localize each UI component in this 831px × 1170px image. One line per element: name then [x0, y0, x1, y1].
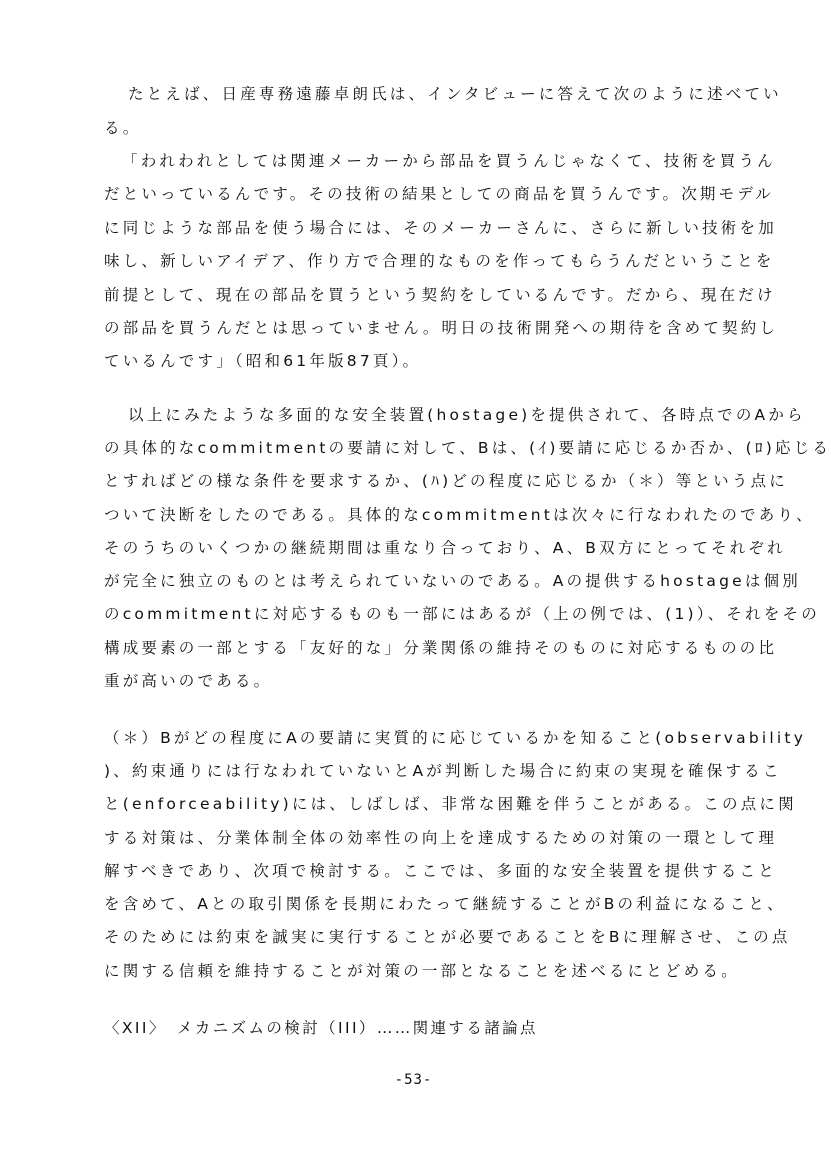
quote-line-5: 前提として、現在の部品を買うという契約をしているんです。だから、現在だけ [104, 286, 776, 304]
footnote-line-5: 解すべきであり、次項で検討する。ここでは、多面的な安全装置を提供すること [104, 862, 777, 880]
page-number: -53- [394, 1072, 433, 1088]
quote-line-2: だといっているんです。その技術の結果としての商品を買うんです。次期モデル [104, 185, 774, 203]
footnote-line-6: を含めて、Aとの取引関係を長期にわたって継続することがBの利益になること、 [104, 895, 786, 913]
paragraph-2-line-4: ついて決断をしたのである。具体的なcommitmentは次々に行なわれたのであり、 [104, 506, 815, 524]
footnote-line-4: する対策は、分業体制全体の効率性の向上を達成するための対策の一環として理 [104, 829, 778, 847]
paragraph-2-line-8: 構成要素の一部とする「友好的な」分業関係の維持そのものに対応するものの比 [104, 639, 778, 657]
footnote-line-3: と(enforceability)には、しばしば、非常な困難を伴うことがある。この点に関 [104, 795, 797, 813]
footnote-line-7: そのためには約束を誠実に実行することが必要であることをBに理解させ、この点 [104, 928, 791, 946]
quote-line-7: ているんです」（昭和61年版87頁）。 [104, 352, 422, 370]
footnote-line-8: に関する信頼を維持することが対策の一部となることを述べるにとどめる。 [104, 962, 740, 980]
paragraph-2-line-6: が完全に独立のものとは考えられていないのである。Aの提供するhostageは個別 [104, 572, 801, 590]
paragraph-2-line-7: のcommitmentに対応するものも一部にはあるが（上の例では、(1)）、それをその [104, 605, 820, 623]
footnote-line-1: （＊）Bがどの程度にAの要請に実質的に応じているかを知ること(observability [104, 729, 807, 747]
paragraph-2-line-1: 以上にみたような多面的な安全装置(hostage)を提供されて、各時点でのAから [128, 406, 806, 424]
quote-line-4: 味し、新しいアイデア、作り方で合理的なものを作ってもらうんだということを [104, 252, 775, 270]
footnote-line-2: )、約束通りには行なわれていないとAが判断した場合に約束の実現を確保するこ [104, 762, 782, 780]
paragraph-1-line-1: たとえば、日産専務遠藤卓朗氏は、インタビューに答えて次のように述べてい [128, 85, 782, 103]
quote-line-3: に同じような部品を使う場合には、そのメーカーさんに、さらに新しい技術を加 [104, 219, 777, 237]
section-heading: 〈XII〉 メカニズムの検討（III）……関連する諸論点 [104, 1019, 538, 1037]
paragraph-2-line-9: 重が高いのである。 [104, 672, 273, 690]
paragraph-2-line-5: そのうちのいくつかの継続期間は重なり合っており、A、B双方にとってそれぞれ [104, 539, 786, 557]
quote-line-1: 「われわれとしては関連メーカーから部品を買うんじゃなくて、技術を買うん [122, 152, 776, 170]
paragraph-2-line-2: の具体的なcommitmentの要請に対して、Bは、(ｲ)要請に応じるか否か、(ﾛ)応じる [104, 439, 831, 457]
quote-line-6: の部品を買うんだとは思っていません。明日の技術開発への期待を含めて契約し [104, 319, 779, 337]
paragraph-2-line-3: とすればどの様な条件を要求するか、(ﾊ)どの程度に応じるか（＊）等という点に [104, 472, 788, 490]
paragraph-1-line-2: る。 [104, 119, 142, 137]
